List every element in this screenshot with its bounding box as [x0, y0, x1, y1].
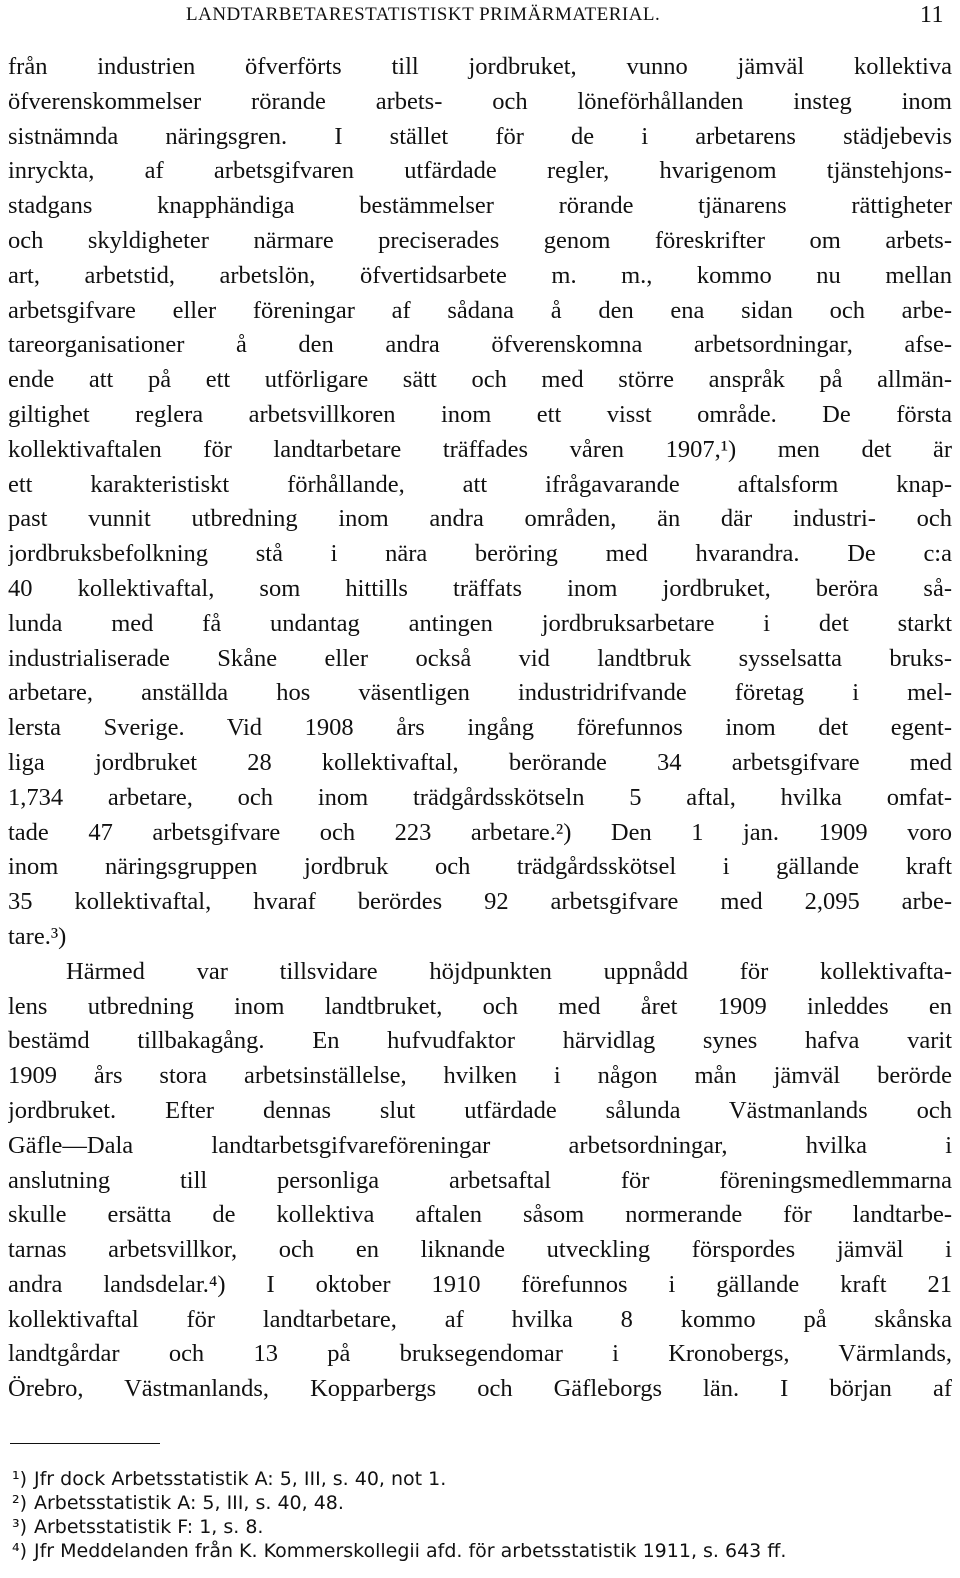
text-line: jordbruksbefolkning stå i nära beröring med hvarandra. De c:a: [8, 540, 952, 568]
footnote: [8, 1491, 952, 1515]
footnote-marker: ¹): [12, 1468, 28, 1490]
text-line: andra landsdelar.⁴) I oktober 1910 förefunnos i gällande kraft 21: [8, 1270, 952, 1298]
text-line: kollektivaftal för landtarbetare, af hvilka 8 kommo på skånska: [8, 1305, 952, 1333]
text-line: arbetsgifvare eller föreningar af sådana å den ena sidan och arbe-: [8, 296, 952, 324]
text-line: past vunnit utbredning inom andra områden, än där industri- och: [8, 505, 952, 533]
text-line: industrialiserade Skåne eller också vid landtbruk sysselsatta bruks-: [8, 644, 952, 672]
text-line: från industrien öfverförts till jordbruket, vunno jämväl kollektiva: [8, 53, 952, 80]
text-line: bestämd tillbakagång. En hufvudfaktor härvidlag synes hafva varit: [8, 1027, 952, 1055]
footnote-separator: [10, 1443, 160, 1444]
footnote-text: Arbetsstatistik A: 5, III, s. 40, 48.: [34, 1492, 344, 1514]
text-line: Örebro, Västmanlands, Kopparbergs och Gäfleborgs län. I början af: [8, 1375, 952, 1403]
footnote: [8, 1467, 952, 1491]
text-line: sistnämnda näringsgren. I stället för de i arbetarens städjebevis: [8, 122, 952, 150]
text-line: ett karakteristiskt förhållande, att ifrågavarande aftalsform knap-: [8, 470, 952, 498]
text-line: inryckta, af arbetsgifvaren utfärdade regler, hvarigenom tjänstehjons-: [8, 157, 952, 185]
page-number: 11: [919, 2, 944, 28]
text-line: anslutning till personliga arbetsaftal för föreningsmedlemmarna: [8, 1166, 952, 1194]
text-line: giltighet reglera arbetsvillkoren inom ett visst område. De första: [8, 400, 952, 428]
text-line: lens utbredning inom landtbruket, och med året 1909 inleddes en: [8, 992, 952, 1020]
text-line: öfverenskommelser rörande arbets- och löneförhållanden insteg inom: [8, 87, 952, 115]
footnotes: [8, 1467, 952, 1563]
text-line: jordbruket. Efter dennas slut utfärdade sålunda Västmanlands och: [8, 1096, 952, 1124]
running-title: LANDTARBETARESTATISTISKT PRIMÄRMATERIAL.: [186, 4, 661, 25]
text-line: 40 kollektivaftal, som hittills träffats inom jordbruket, beröra så-: [8, 574, 952, 602]
running-header: [186, 4, 946, 28]
text-line: Härmed var tillsvidare höjdpunkten uppnådd för kollektivafta-: [66, 957, 952, 985]
text-line: landtgårdar och 13 på bruksegendomar i Kronobergs, Värmlands,: [8, 1340, 952, 1368]
paragraph-2: [8, 955, 952, 1407]
footnote: [8, 1539, 952, 1563]
footnote-marker: ²): [12, 1492, 28, 1514]
text-line: lersta Sverige. Vid 1908 års ingång förefunnos inom det egent-: [8, 714, 952, 742]
text-line: 1909 års stora arbetsinställelse, hvilken i någon mån jämväl berörde: [8, 1062, 952, 1090]
text-line: lunda med få undantag antingen jordbruksarbetare i det starkt: [8, 609, 952, 637]
paragraph-1: [8, 50, 952, 955]
text-line: 35 kollektivaftal, hvaraf berördes 92 arbetsgifvare med 2,095 arbe-: [8, 888, 952, 916]
text-line: liga jordbruket 28 kollektivaftal, berörande 34 arbetsgifvare med: [8, 748, 952, 776]
text-line: tareorganisationer å den andra öfverenskomna arbetsordningar, afse-: [8, 331, 952, 359]
text-line: tade 47 arbetsgifvare och 223 arbetare.²) Den 1 jan. 1909 voro: [8, 818, 952, 846]
body-text: [8, 50, 952, 1407]
footnote-text: Arbetsstatistik F: 1, s. 8.: [34, 1516, 264, 1538]
text-line: arbetare, anställda hos väsentligen industridrifvande företag i mel-: [8, 679, 952, 707]
text-line: och skyldigheter närmare preciserades genom föreskrifter om arbets-: [8, 226, 952, 254]
text-line: kollektivaftalen för landtarbetare träffades våren 1907,¹) men det är: [8, 435, 952, 463]
text-line: stadgans knapphändiga bestämmelser rörande tjänarens rättigheter: [8, 192, 952, 220]
text-line: tarnas arbetsvillkor, och en liknande utveckling förspordes jämväl i: [8, 1236, 952, 1264]
text-line: Gäfle—Dala landtarbetsgifvareföreningar arbetsordningar, hvilka i: [8, 1131, 952, 1159]
footnote-marker: ⁴): [12, 1540, 28, 1562]
footnote: [8, 1515, 952, 1539]
text-line: art, arbetstid, arbetslön, öfvertidsarbete m. m., kommo nu mellan: [8, 261, 952, 289]
text-line: 1,734 arbetare, och inom trädgårdsskötseln 5 aftal, hvilka omfat-: [8, 783, 952, 811]
text-line: skulle ersätta de kollektiva aftalen såsom normerande för landtarbe-: [8, 1201, 952, 1229]
footnote-text: Jfr Meddelanden från K. Kommerskollegii afd. för arbetsstatistik 1911, s. 643 ff.: [34, 1540, 787, 1562]
text-line: ende att på ett utförligare sätt och med större anspråk på allmän-: [8, 366, 952, 394]
footnote-marker: ³): [12, 1516, 28, 1538]
text-line: tare.³): [8, 922, 67, 950]
text-line: inom näringsgruppen jordbruk och trädgårdsskötsel i gällande kraft: [8, 853, 952, 881]
footnote-text: Jfr dock Arbetsstatistik A: 5, III, s. 40, not 1.: [34, 1468, 447, 1490]
